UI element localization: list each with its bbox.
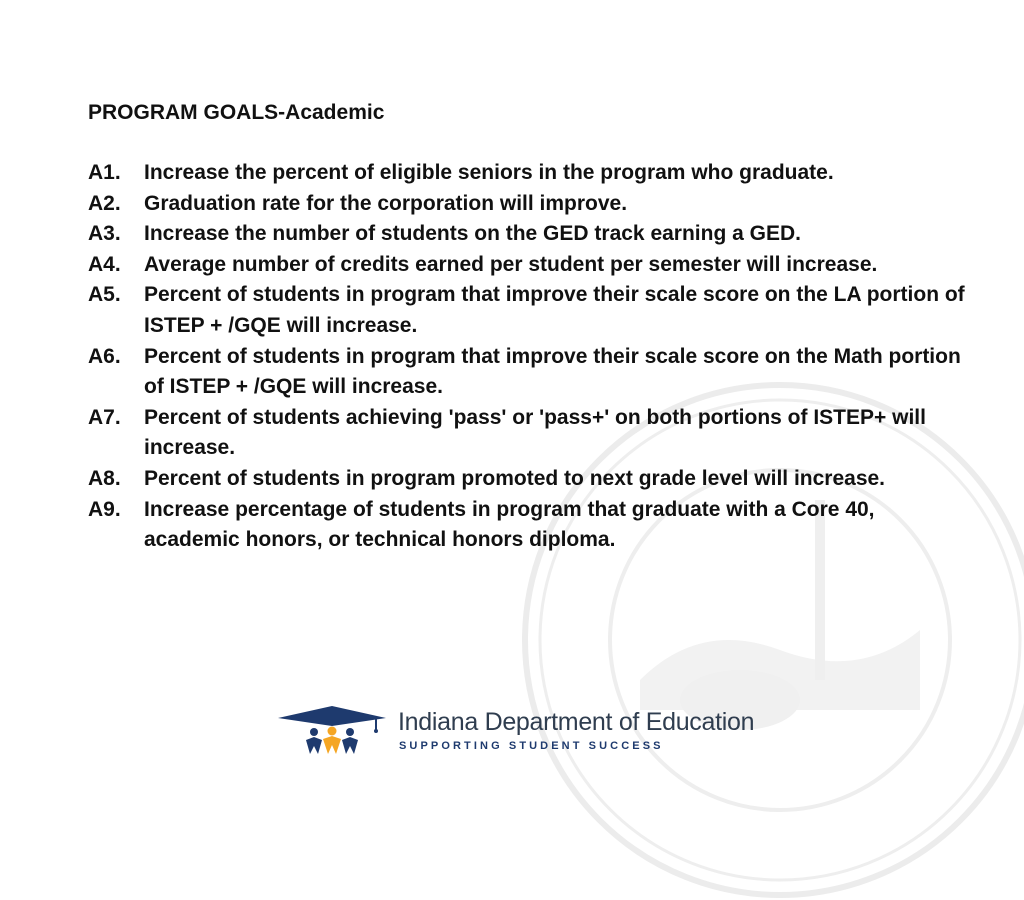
goal-text: Average number of credits earned per student per semester will increase. [144, 252, 878, 276]
goal-item [88, 280, 968, 341]
goal-item [88, 158, 968, 189]
goals-list [88, 158, 968, 556]
goal-id: A9. [88, 497, 121, 521]
goal-item [88, 464, 968, 495]
graduation-cap-people-icon [276, 704, 388, 756]
doe-logo [276, 704, 796, 758]
goal-item [88, 342, 968, 403]
goal-id: A3. [88, 222, 121, 246]
slide-title: PROGRAM GOALS-Academic [88, 101, 385, 124]
goal-text: Graduation rate for the corporation will improve. [144, 191, 628, 215]
goal-text: Percent of students achieving 'pass' or 'pass+' on both portions of ISTEP+ will increase. [144, 405, 926, 460]
slide-content [88, 98, 968, 556]
goal-id: A4. [88, 252, 121, 276]
goal-id: A7. [88, 405, 121, 429]
goal-text: Increase the number of students on the GED track earning a GED. [144, 222, 801, 246]
goal-text: Percent of students in program promoted to next grade level will increase. [144, 466, 886, 490]
goal-item [88, 403, 968, 464]
goal-id: A2. [88, 191, 121, 215]
goal-text: Percent of students in program that improve their scale score on the Math portion of ISTEP + /GQE will increase. [144, 344, 961, 399]
goal-id: A5. [88, 283, 121, 307]
goal-item [88, 219, 968, 250]
goal-item [88, 495, 968, 556]
goal-item [88, 189, 968, 220]
org-tagline: SUPPORTING STUDENT SUCCESS [399, 740, 664, 752]
goal-id: A1. [88, 161, 121, 184]
goal-id: A6. [88, 344, 121, 368]
org-name: Indiana Department of Education [398, 708, 755, 736]
goal-text: Increase percentage of students in program that graduate with a Core 40, academic honors, or technical honors diploma. [144, 497, 875, 552]
goal-id: A8. [88, 466, 121, 490]
goal-text: Percent of students in program that improve their scale score on the LA portion of ISTEP + /GQE will increase. [144, 283, 965, 337]
goal-item [88, 250, 968, 281]
goal-text: Increase the percent of eligible seniors in the program who graduate. [144, 161, 834, 184]
